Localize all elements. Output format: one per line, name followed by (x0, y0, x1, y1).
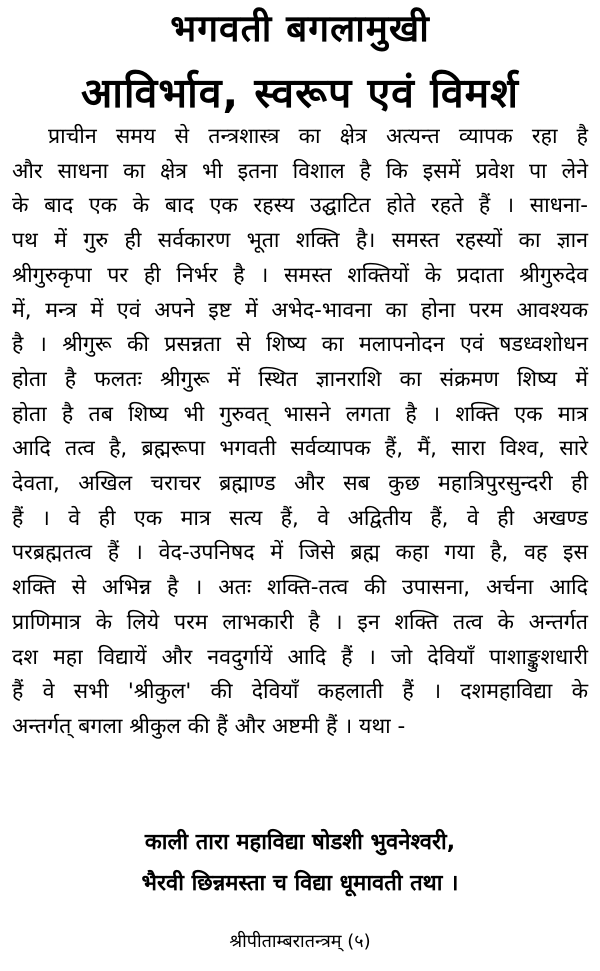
paragraph-line: अन्तर्गत् बगला श्रीकुल की हैं और अष्टमी हैं । यथा - (12, 713, 406, 739)
paragraph-line: में, मन्त्र में एवं अपने इष्ट में अभेद-भावना का होना परम आवश्यक (12, 297, 588, 323)
paragraph-line: प्राचीन समय से तन्त्रशास्त्र का क्षेत्र अत्यन्त व्यापक रहा है (48, 124, 588, 149)
paragraph-line: पथ में गुरु ही सर्वकारण भूता शक्ति है। समस्त रहस्यों का ज्ञान (12, 228, 588, 254)
paragraph-line: और साधना का क्षेत्र भी इतना विशाल है कि इसमें प्रवेश पा लेने (12, 158, 588, 184)
paragraph-line: होता है तब शिष्य भी गुरुवत् भासने लगता है । शक्ति एक मात्र (12, 401, 588, 427)
paragraph-line: है । श्रीगुरू की प्रसन्नता से शिष्य का मलापनोदन एवं षडध्वशोधन (12, 332, 588, 358)
paragraph-line: हैं । वे ही एक मात्र सत्य हैं, वे अद्वितीय हैं, वे ही अखण्ड (12, 505, 588, 531)
paragraph-line: आदि तत्व है, ब्रह्मरूपा भगवती सर्वव्यापक हैं, मैं, सारा विश्व, सारे (12, 436, 588, 462)
paragraph-line: देवता, अखिल चराचर ब्रह्माण्ड और सब कुछ महात्रिपुरसुन्दरी ही (12, 471, 588, 497)
paragraph-line: परब्रह्मतत्व हैं । वेद-उपनिषद में जिसे ब्रह्म कहा गया है, वह इस (12, 540, 588, 566)
paragraph-line: हैं वे सभी 'श्रीकुल' की देवियाँ कहलाती हैं । दशमहाविद्या के (12, 679, 588, 705)
paragraph-line: प्राणिमात्र के लिये परम लाभकारी है । इन शक्ति तत्व के अन्तर्गत (12, 609, 588, 635)
page-title-line1: भगवती बगलामुखी (170, 7, 430, 50)
page-title-line2: आविर्भाव, स्वरूप एवं विमर्श (80, 69, 520, 117)
body-paragraph (12, 120, 588, 745)
paragraph-line: श्रीगुरुकृपा पर ही निर्भर है । समस्त शक्तियों के प्रदाता श्रीगुरुदेव (12, 262, 588, 288)
verse-line2: भैरवी छिन्नमस्ता च विद्या धूमावती तथा । (141, 871, 459, 896)
paragraph-line: होता है फलतः श्रीगुरू में स्थित ज्ञानराशि का संक्रमण शिष्य में (12, 366, 588, 392)
verse-line1: काली तारा महाविद्या षोडशी भुवनेश्वरी, (144, 830, 456, 855)
paragraph-line: शक्ति से अभिन्न है । अतः शक्ति-तत्व की उपासना, अर्चना आदि (12, 575, 588, 601)
paragraph-line: के बाद एक के बाद एक रहस्य उद्घाटित होते रहते हैं । साधना- (12, 193, 588, 219)
page-footer: श्रीपीताम्बरातन्त्रम् (५) (229, 931, 371, 952)
paragraph-line: दश महा विद्यायें और नवदुर्गायें आदि हैं । जो देवियाँ पाशाङ्कुशधारी (12, 644, 588, 670)
